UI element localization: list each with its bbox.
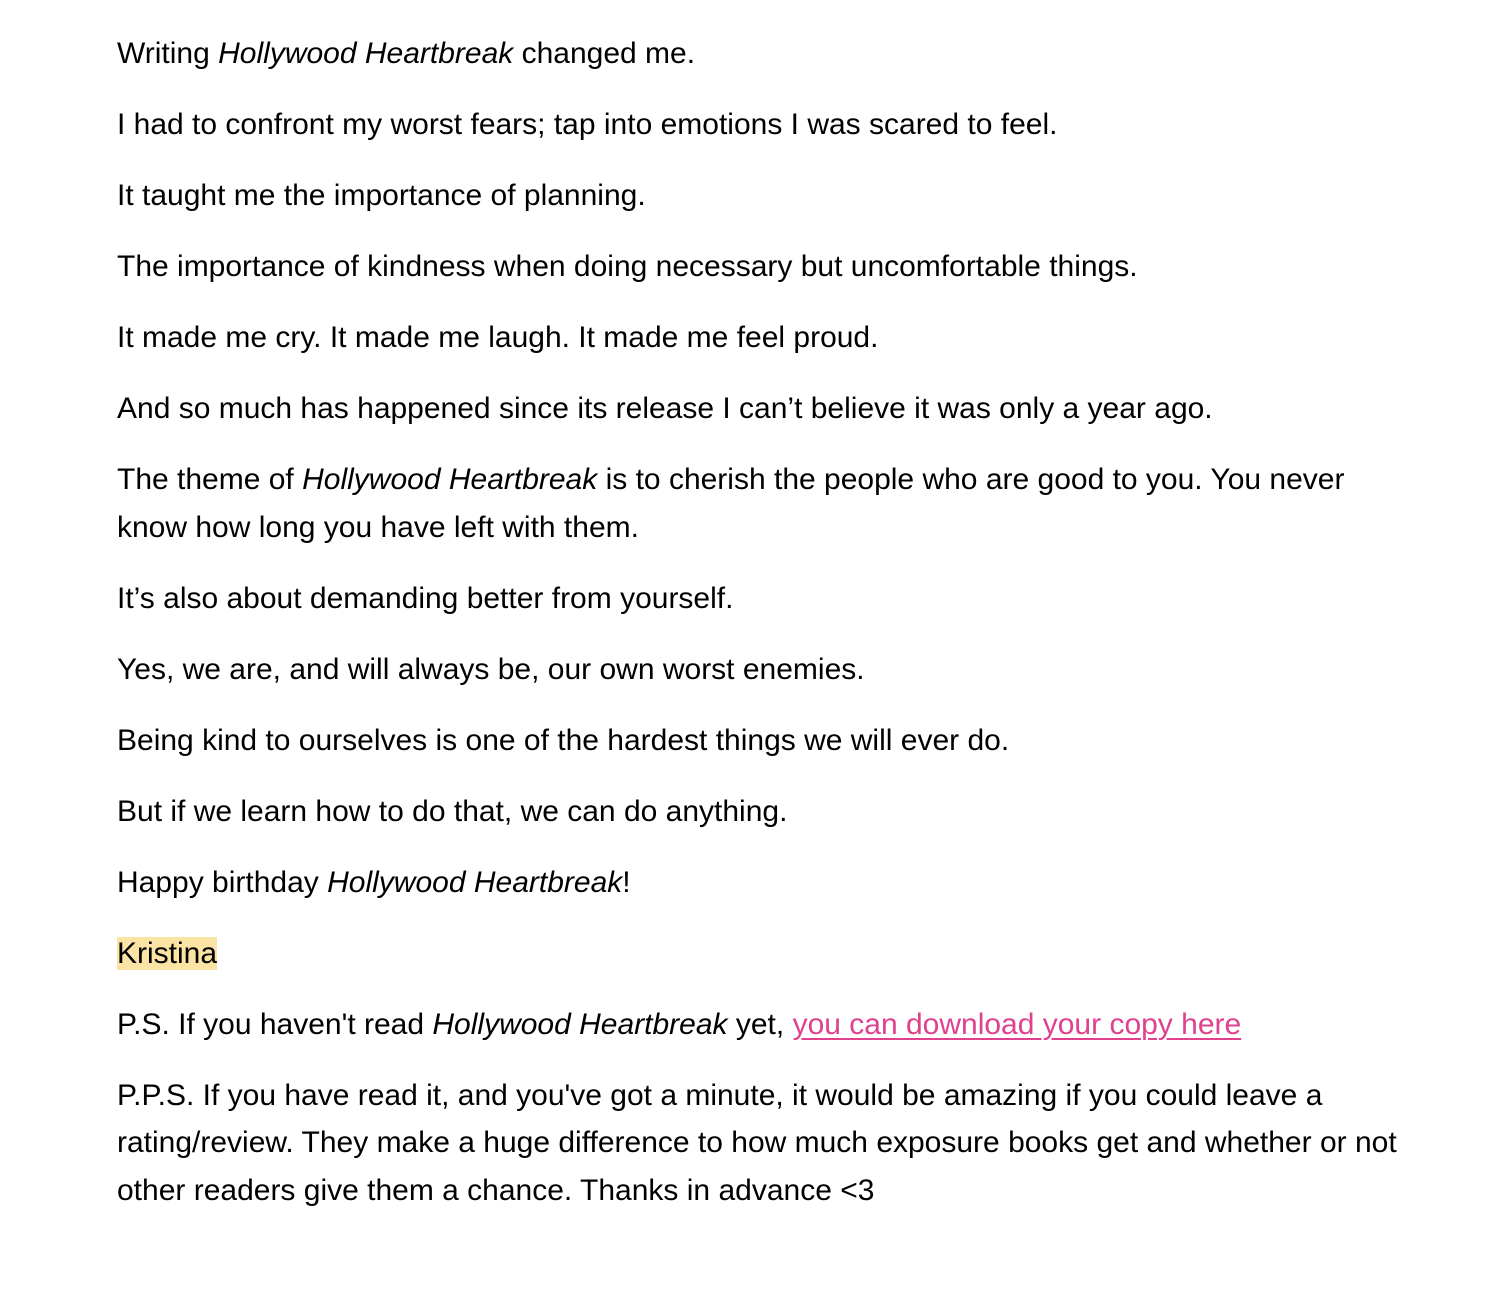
paragraph-text: changed me.	[513, 37, 696, 70]
paragraph-text: Writing	[117, 37, 219, 70]
paragraph-being-kind: Being kind to ourselves is one of the hardest things we will ever do.	[117, 723, 1010, 757]
paragraph-text: Happy birthday	[117, 865, 328, 899]
book-title: Hollywood Heartbreak	[327, 865, 623, 899]
paragraph-cry-laugh-proud: It made me cry. It made me laugh. It made me feel proud.	[117, 321, 879, 354]
paragraph-theme	[117, 456, 1417, 551]
paragraph-text: !	[622, 865, 631, 899]
paragraph-writing-changed-me	[117, 30, 1417, 78]
paragraph-ps	[117, 1001, 1417, 1049]
email-body	[117, 30, 1417, 1238]
paragraph-confront-fears: I had to confront my worst fears; tap into emotions I was scared to feel.	[117, 108, 1058, 141]
book-title: Hollywood Heartbreak	[432, 1007, 728, 1041]
book-title: Hollywood Heartbreak	[302, 463, 598, 496]
signature-name: Kristina	[117, 936, 218, 970]
paragraph-worst-enemies: Yes, we are, and will always be, our own worst enemies.	[117, 652, 865, 686]
paragraph-happy-birthday	[117, 859, 1417, 907]
paragraph-text: The theme of	[117, 463, 303, 496]
paragraph-text: is to cherish the people who are good to you. You never know how long you have left with them.	[117, 463, 1345, 544]
paragraph-pps: P.P.S. If you have read it, and you've got a minute, it would be amazing if you could leave a rating/review. They make a huge difference to how much exposure books get and whether or not other readers give them a chance. Thanks in advance <3	[117, 1078, 1397, 1207]
download-copy-link[interactable]: you can download your copy here	[792, 1007, 1242, 1041]
paragraph-demanding-better: It’s also about demanding better from yourself.	[117, 581, 734, 615]
paragraph-planning: It taught me the importance of planning.	[117, 179, 646, 212]
paragraph-since-release: And so much has happened since its release I can’t believe it was only a year ago.	[117, 392, 1213, 425]
paragraph-text: yet,	[727, 1007, 793, 1041]
paragraph-kindness: The importance of kindness when doing necessary but uncomfortable things.	[117, 250, 1138, 283]
signature	[117, 930, 1417, 978]
paragraph-do-anything: But if we learn how to do that, we can do anything.	[117, 794, 788, 828]
paragraph-text: P.S. If you haven't read	[117, 1007, 433, 1041]
book-title: Hollywood Heartbreak	[218, 37, 514, 70]
